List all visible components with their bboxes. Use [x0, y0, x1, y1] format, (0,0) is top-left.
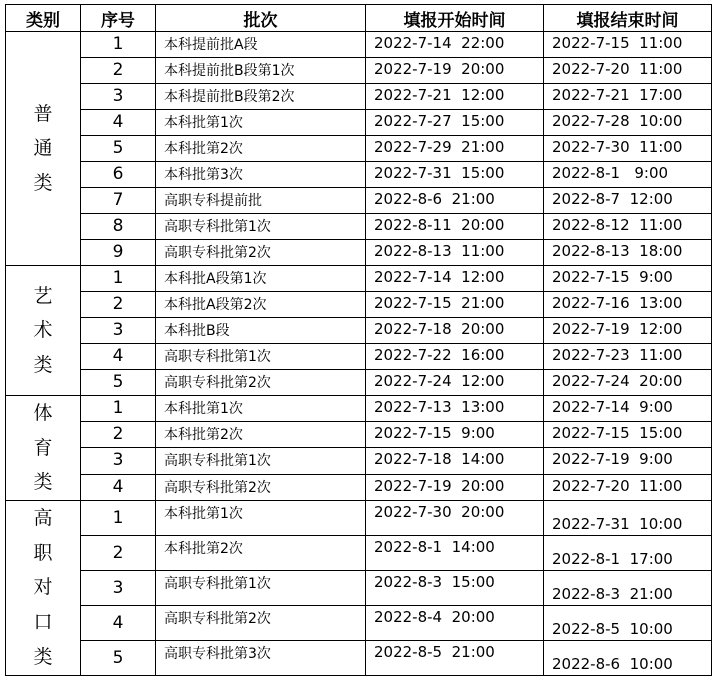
header-batch: 批次 — [156, 5, 366, 32]
end-time-cell: 2022-8-1 9:00 — [544, 162, 712, 188]
table-row — [6, 84, 712, 110]
end-time-cell: 2022-7-15 11:00 — [544, 32, 712, 58]
table-row — [6, 214, 712, 240]
seq-cell: 1 — [81, 32, 156, 58]
end-time-cell: 2022-8-1 17:00 — [544, 535, 712, 570]
start-time-cell: 2022-7-22 16:00 — [366, 344, 544, 370]
end-time-cell: 2022-8-12 11:00 — [544, 214, 712, 240]
start-time-cell: 2022-8-5 21:00 — [366, 640, 544, 675]
start-time-cell: 2022-7-18 20:00 — [366, 318, 544, 344]
end-time-cell: 2022-7-14 9:00 — [544, 396, 712, 422]
batch-cell: 本科批第2次 — [156, 535, 366, 570]
end-time-cell: 2022-7-15 9:00 — [544, 266, 712, 292]
seq-cell: 5 — [81, 136, 156, 162]
end-time-cell: 2022-7-20 11:00 — [544, 58, 712, 84]
seq-cell: 1 — [81, 396, 156, 422]
start-time-cell: 2022-7-15 21:00 — [366, 292, 544, 318]
start-time-cell: 2022-7-14 12:00 — [366, 266, 544, 292]
batch-cell: 本科批第2次 — [156, 136, 366, 162]
seq-cell: 4 — [81, 344, 156, 370]
table-body — [6, 32, 712, 676]
batch-cell: 高职专科批第2次 — [156, 370, 366, 396]
table-row — [6, 396, 712, 422]
category-char: 类 — [33, 353, 53, 376]
seq-cell: 9 — [81, 240, 156, 266]
batch-cell: 本科批A段第2次 — [156, 292, 366, 318]
table-row — [6, 240, 712, 266]
end-time-cell: 2022-7-30 11:00 — [544, 136, 712, 162]
end-time-cell: 2022-7-23 11:00 — [544, 344, 712, 370]
batch-cell: 本科批第1次 — [156, 110, 366, 136]
batch-cell: 本科批第2次 — [156, 422, 366, 448]
batch-cell: 本科批A段第1次 — [156, 266, 366, 292]
category-char: 高 — [33, 507, 53, 530]
end-time-cell: 2022-7-20 11:00 — [544, 474, 712, 500]
table-row — [6, 318, 712, 344]
schedule-table — [5, 4, 712, 676]
end-time-cell: 2022-7-19 12:00 — [544, 318, 712, 344]
end-time-cell: 2022-7-31 10:00 — [544, 500, 712, 535]
category-char: 口 — [33, 611, 53, 634]
category-char: 普 — [33, 102, 53, 125]
table-row — [6, 640, 712, 675]
batch-cell: 高职专科批第1次 — [156, 448, 366, 474]
batch-cell: 本科提前批B段第2次 — [156, 84, 366, 110]
batch-cell: 本科批第3次 — [156, 162, 366, 188]
seq-cell: 6 — [81, 162, 156, 188]
category-char: 通 — [33, 137, 53, 160]
seq-cell: 2 — [81, 58, 156, 84]
start-time-cell: 2022-7-19 20:00 — [366, 58, 544, 84]
table-row — [6, 500, 712, 535]
start-time-cell: 2022-7-19 20:00 — [366, 474, 544, 500]
header-start-time: 填报开始时间 — [366, 5, 544, 32]
table-row — [6, 266, 712, 292]
seq-cell: 4 — [81, 605, 156, 640]
batch-cell: 高职专科批第2次 — [156, 605, 366, 640]
end-time-cell: 2022-7-15 15:00 — [544, 422, 712, 448]
table-row — [6, 58, 712, 84]
end-time-cell: 2022-7-28 10:00 — [544, 110, 712, 136]
batch-cell: 高职专科批第3次 — [156, 640, 366, 675]
end-time-cell: 2022-8-6 10:00 — [544, 640, 712, 675]
category-char: 类 — [33, 171, 53, 194]
seq-cell: 3 — [81, 318, 156, 344]
start-time-cell: 2022-8-3 15:00 — [366, 570, 544, 605]
seq-cell: 2 — [81, 292, 156, 318]
end-time-cell: 2022-7-19 9:00 — [544, 448, 712, 474]
table-row — [6, 448, 712, 474]
end-time-cell: 2022-8-5 10:00 — [544, 605, 712, 640]
start-time-cell: 2022-7-24 12:00 — [366, 370, 544, 396]
batch-cell: 高职专科批第1次 — [156, 570, 366, 605]
category-char: 职 — [33, 541, 53, 564]
start-time-cell: 2022-7-30 20:00 — [366, 500, 544, 535]
start-time-cell: 2022-8-4 20:00 — [366, 605, 544, 640]
header-end-time: 填报结束时间 — [544, 5, 712, 32]
seq-cell: 3 — [81, 84, 156, 110]
seq-cell: 2 — [81, 535, 156, 570]
seq-cell: 3 — [81, 570, 156, 605]
header-category: 类别 — [6, 5, 81, 32]
table-row — [6, 474, 712, 500]
batch-cell: 高职专科批第1次 — [156, 214, 366, 240]
table-row — [6, 136, 712, 162]
category-char: 类 — [33, 471, 53, 494]
start-time-cell: 2022-7-29 21:00 — [366, 136, 544, 162]
batch-cell: 本科提前批B段第1次 — [156, 58, 366, 84]
start-time-cell: 2022-7-14 22:00 — [366, 32, 544, 58]
batch-cell: 高职专科提前批 — [156, 188, 366, 214]
end-time-cell: 2022-8-13 18:00 — [544, 240, 712, 266]
seq-cell: 3 — [81, 448, 156, 474]
batch-cell: 本科批B段 — [156, 318, 366, 344]
category-cell — [6, 396, 81, 501]
table-row — [6, 535, 712, 570]
category-char: 体 — [33, 402, 53, 424]
start-time-cell: 2022-7-31 15:00 — [366, 162, 544, 188]
start-time-cell: 2022-7-21 12:00 — [366, 84, 544, 110]
header-seq: 序号 — [81, 5, 156, 32]
start-time-cell: 2022-7-13 13:00 — [366, 396, 544, 422]
table-row — [6, 292, 712, 318]
start-time-cell: 2022-8-1 14:00 — [366, 535, 544, 570]
category-char: 对 — [33, 576, 53, 599]
batch-cell: 本科提前批A段 — [156, 32, 366, 58]
start-time-cell: 2022-7-18 14:00 — [366, 448, 544, 474]
end-time-cell: 2022-7-16 13:00 — [544, 292, 712, 318]
category-char: 术 — [33, 319, 53, 342]
header-row — [6, 5, 712, 32]
start-time-cell: 2022-7-15 9:00 — [366, 422, 544, 448]
start-time-cell: 2022-8-11 20:00 — [366, 214, 544, 240]
table-row — [6, 370, 712, 396]
table-row — [6, 110, 712, 136]
table-row — [6, 605, 712, 640]
end-time-cell: 2022-7-21 17:00 — [544, 84, 712, 110]
category-char: 育 — [33, 436, 53, 459]
category-cell — [6, 32, 81, 266]
batch-cell: 高职专科批第1次 — [156, 344, 366, 370]
end-time-cell: 2022-8-7 12:00 — [544, 188, 712, 214]
table-row — [6, 570, 712, 605]
seq-cell: 8 — [81, 214, 156, 240]
start-time-cell: 2022-8-6 21:00 — [366, 188, 544, 214]
batch-cell: 本科批第1次 — [156, 500, 366, 535]
seq-cell: 7 — [81, 188, 156, 214]
seq-cell: 4 — [81, 474, 156, 500]
seq-cell: 5 — [81, 370, 156, 396]
end-time-cell: 2022-7-24 20:00 — [544, 370, 712, 396]
table-row — [6, 188, 712, 214]
seq-cell: 4 — [81, 110, 156, 136]
table-row — [6, 344, 712, 370]
batch-cell: 高职专科批第2次 — [156, 474, 366, 500]
end-time-cell: 2022-8-3 21:00 — [544, 570, 712, 605]
category-char: 艺 — [33, 284, 53, 307]
category-char: 类 — [33, 645, 53, 668]
seq-cell: 1 — [81, 500, 156, 535]
batch-cell: 本科批第1次 — [156, 396, 366, 422]
table-row — [6, 162, 712, 188]
batch-cell: 高职专科批第2次 — [156, 240, 366, 266]
table-row — [6, 32, 712, 58]
start-time-cell: 2022-7-27 15:00 — [366, 110, 544, 136]
table-row — [6, 422, 712, 448]
category-cell — [6, 500, 81, 675]
category-cell — [6, 266, 81, 396]
seq-cell: 1 — [81, 266, 156, 292]
seq-cell: 5 — [81, 640, 156, 675]
seq-cell: 2 — [81, 422, 156, 448]
start-time-cell: 2022-8-13 11:00 — [366, 240, 544, 266]
